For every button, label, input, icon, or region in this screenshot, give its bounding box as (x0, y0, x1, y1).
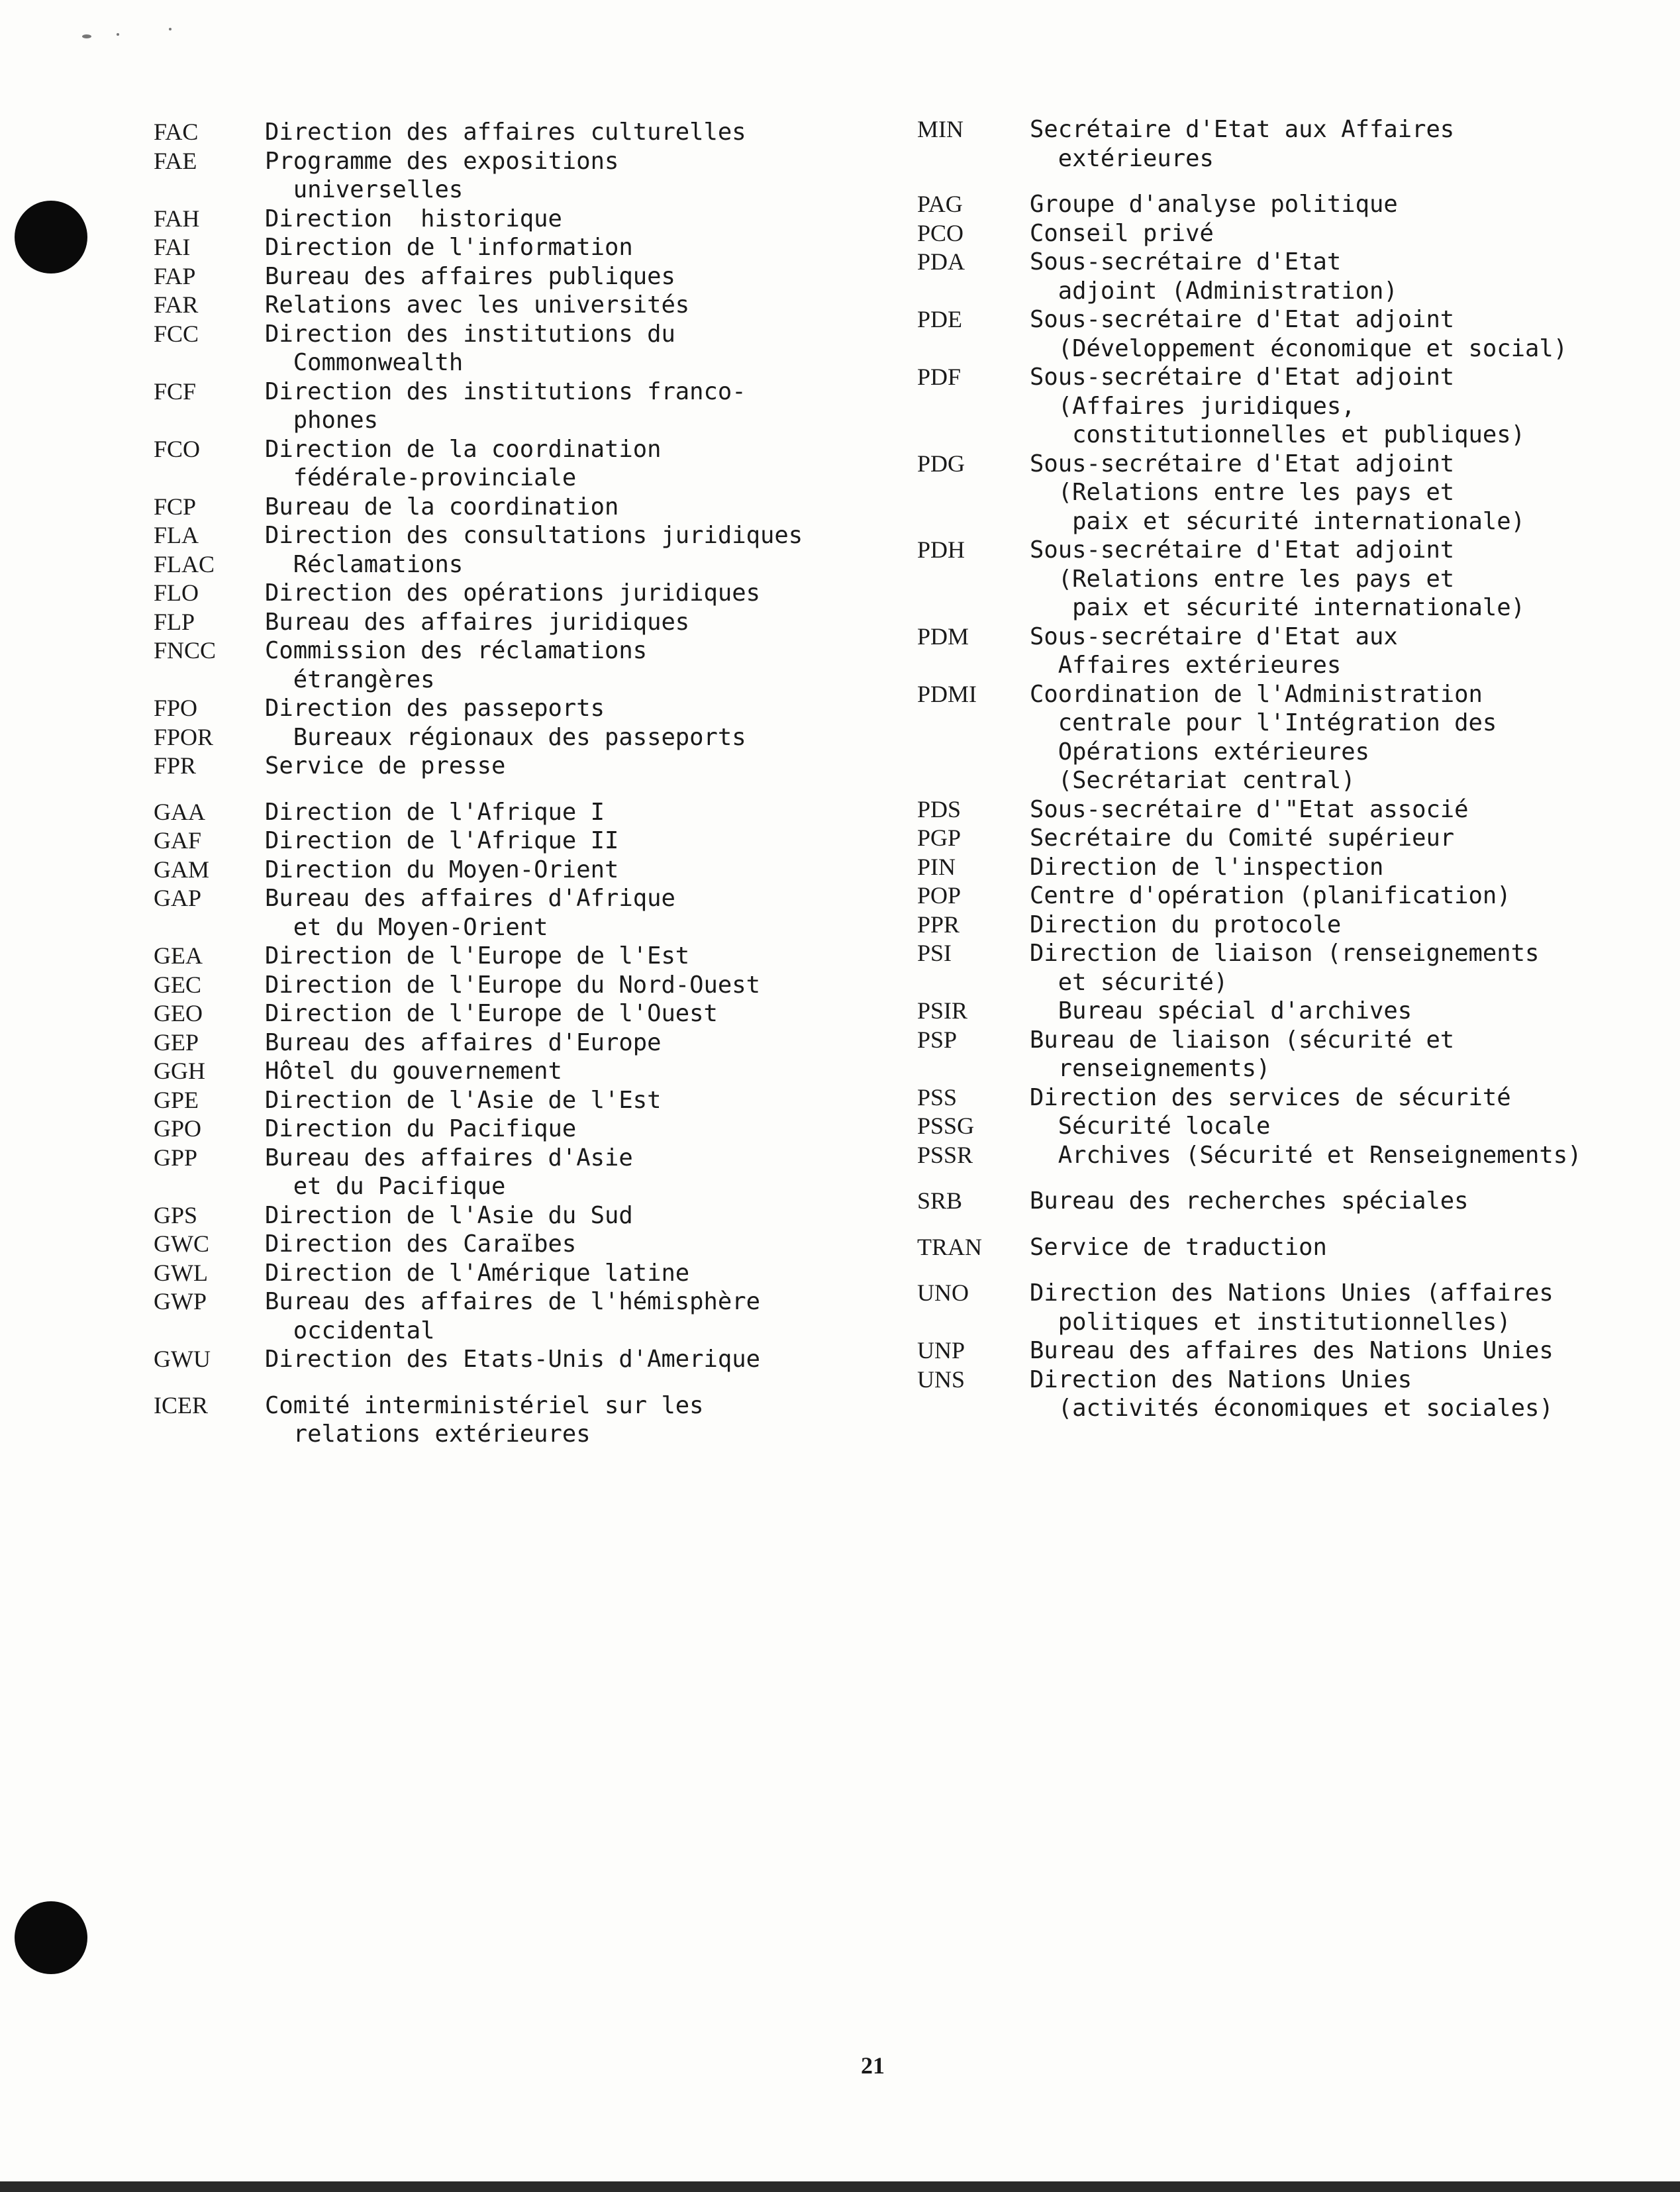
abbreviation-description (1030, 248, 1665, 305)
abbreviation-entry (917, 795, 1665, 824)
description-line: Direction des institutions du (265, 320, 675, 348)
description-line: Sous-secrétaire d'"Etat associé (1030, 795, 1469, 823)
abbreviation-code: GAM (154, 856, 210, 883)
abbreviation-code: PSI (917, 940, 952, 966)
description-line: Bureau des recherches spéciales (1030, 1187, 1469, 1215)
description-line: (Relations entre les pays et (1030, 565, 1455, 593)
description-line: paix et sécurité internationale) (1030, 594, 1526, 621)
abbreviation-entry (917, 363, 1665, 450)
abbreviation-description (1030, 1366, 1665, 1423)
description-line: constitutionnelles et publiques) (1030, 421, 1526, 448)
abbreviation-description (265, 694, 836, 723)
abbreviation-entry (154, 826, 836, 856)
abbreviation-code: PDG (917, 450, 965, 477)
abbreviation-description (265, 723, 836, 752)
abbreviation-code: GPO (154, 1115, 202, 1142)
abbreviation-description (1030, 939, 1665, 997)
description-line: Direction des Nations Unies (affaires (1030, 1279, 1554, 1307)
abbreviation-entry (154, 884, 836, 942)
abbreviation-entry (917, 248, 1665, 305)
abbreviation-entry (154, 118, 836, 147)
abbreviation-entry (154, 1391, 836, 1449)
abbreviation-description (265, 1287, 836, 1345)
abbreviation-entry (154, 1287, 836, 1345)
abbreviation-entry (154, 999, 836, 1028)
abbreviation-code: PSP (917, 1026, 958, 1053)
description-line: Bureau des affaires d'Asie (265, 1144, 633, 1171)
description-line: Direction des opérations juridiques (265, 579, 761, 607)
abbreviation-entry (917, 911, 1665, 940)
description-line: Archives (Sécurité et Renseignements) (1030, 1141, 1582, 1169)
abbreviation-description (1030, 363, 1665, 450)
abbreviation-code: PDH (917, 536, 965, 563)
description-line: (Relations entre les pays et (1030, 479, 1455, 506)
abbreviation-entry (917, 1083, 1665, 1113)
abbreviation-entry (917, 623, 1665, 680)
abbreviation-code: FPOR (154, 723, 214, 750)
abbreviation-code: PCO (917, 219, 964, 246)
description-line: phones (265, 407, 378, 434)
abbreviation-entry (154, 320, 836, 377)
abbreviation-code: PDF (917, 364, 962, 390)
section-gap (154, 1374, 836, 1391)
abbreviation-code: UNO (917, 1279, 969, 1306)
abbreviation-entry (917, 115, 1665, 173)
description-line: Affaires extérieures (1030, 652, 1342, 679)
description-line: Bureau de liaison (sécurité et (1030, 1026, 1455, 1054)
description-line: étrangères (265, 666, 435, 693)
abbreviation-code: FLP (154, 608, 195, 635)
abbreviation-code: FNCC (154, 637, 217, 664)
description-line: Direction de l'Afrique I (265, 798, 605, 826)
description-line: et du Pacifique (265, 1173, 506, 1200)
abbreviation-entry (917, 1279, 1665, 1336)
abbreviation-entry (917, 1112, 1665, 1141)
scan-speck (169, 28, 172, 30)
abbreviation-code: GEC (154, 971, 201, 998)
abbreviation-description (265, 999, 836, 1028)
abbreviation-code: GPS (154, 1201, 198, 1228)
abbreviation-code: FAI (154, 234, 191, 260)
abbreviation-description (265, 521, 836, 550)
abbreviation-description (265, 1259, 836, 1288)
abbreviation-description (265, 752, 836, 781)
abbreviation-code: PDMI (917, 680, 977, 707)
description-line: Direction des Nations Unies (1030, 1366, 1412, 1393)
abbreviation-entry (154, 1086, 836, 1115)
abbreviation-description (1030, 1279, 1665, 1336)
description-line: Bureau des affaires des Nations Unies (1030, 1337, 1554, 1364)
description-line: Relations avec les universités (265, 291, 690, 319)
abbreviation-entry (154, 942, 836, 971)
abbreviation-description (1030, 1083, 1665, 1113)
description-line: Conseil privé (1030, 219, 1214, 247)
description-line: Hôtel du gouvernement (265, 1058, 562, 1085)
description-line: fédérale-provinciale (265, 464, 577, 491)
description-line: politiques et institutionnelles) (1030, 1308, 1511, 1336)
abbreviation-code: FAE (154, 147, 197, 174)
abbreviation-entry (154, 579, 836, 608)
abbreviation-description (1030, 824, 1665, 853)
abbreviation-description (265, 884, 836, 942)
abbreviation-entry (154, 291, 836, 320)
description-line: Direction des institutions franco- (265, 377, 746, 405)
punch-hole-top (15, 201, 87, 274)
abbreviation-code: FAP (154, 262, 196, 289)
description-line: Bureau des affaires juridiques (265, 608, 690, 636)
description-line: (Développement économique et social) (1030, 334, 1568, 362)
abbreviation-code: FAH (154, 205, 200, 232)
description-line: Sous-secrétaire d'Etat (1030, 248, 1342, 275)
abbreviation-description (265, 636, 836, 694)
abbreviation-code: PDA (917, 248, 965, 275)
abbreviation-description (1030, 1112, 1665, 1141)
description-line: Bureau des affaires d'Afrique (265, 885, 675, 912)
description-line: Secrétaire du Comité supérieur (1030, 824, 1455, 852)
abbreviation-description (265, 608, 836, 637)
description-line: Service de presse (265, 752, 506, 779)
abbreviation-code: SRB (917, 1187, 963, 1214)
description-line: paix et sécurité internationale) (1030, 507, 1526, 535)
description-line: Direction de l'inspection (1030, 853, 1384, 881)
abbreviation-description (1030, 997, 1665, 1026)
abbreviation-code: PPR (917, 911, 960, 938)
abbreviation-entry (154, 608, 836, 637)
abbreviation-entry (917, 1233, 1665, 1262)
description-line: Comité interministériel sur les (265, 1391, 704, 1419)
abbreviation-entry (154, 798, 836, 827)
abbreviation-description (265, 798, 836, 827)
abbreviation-description (265, 435, 836, 493)
abbreviation-list-left (154, 118, 836, 1449)
abbreviation-entry (154, 752, 836, 781)
description-line: Direction du protocole (1030, 911, 1342, 938)
abbreviation-description (265, 320, 836, 377)
description-line: (Secrétariat central) (1030, 767, 1356, 794)
abbreviation-entry (154, 550, 836, 579)
abbreviation-entry (154, 1259, 836, 1288)
abbreviation-code: POP (917, 882, 962, 909)
abbreviation-entry (154, 723, 836, 752)
abbreviation-description (265, 377, 836, 435)
description-line: Secrétaire d'Etat aux Affaires (1030, 116, 1455, 143)
abbreviation-code: GAA (154, 798, 205, 825)
abbreviation-description (1030, 853, 1665, 882)
abbreviation-entry (154, 636, 836, 694)
abbreviation-description (1030, 795, 1665, 824)
description-line: Bureau de la coordination (265, 493, 619, 521)
abbreviation-entry (154, 1028, 836, 1058)
abbreviation-description (1030, 219, 1665, 248)
description-line: Bureaux régionaux des passeports (265, 723, 746, 751)
abbreviation-description (265, 1028, 836, 1058)
description-line: Bureau spécial d'archives (1030, 997, 1412, 1024)
abbreviation-description (1030, 1026, 1665, 1083)
abbreviation-code: PDM (917, 623, 969, 650)
description-line: Sous-secrétaire d'Etat aux (1030, 623, 1398, 650)
abbreviation-entry (154, 694, 836, 723)
abbreviation-code: FAR (154, 291, 199, 318)
abbreviation-entry (154, 147, 836, 205)
abbreviation-code: GGH (154, 1058, 205, 1084)
abbreviation-description (265, 1391, 836, 1449)
abbreviation-entry (154, 1144, 836, 1201)
description-line: universelles (265, 176, 464, 203)
abbreviation-code: FCF (154, 377, 197, 405)
abbreviation-code: GPE (154, 1086, 199, 1113)
abbreviation-entry (154, 233, 836, 262)
abbreviation-description (1030, 305, 1665, 363)
description-line: et du Moyen-Orient (265, 913, 548, 941)
description-line: Sous-secrétaire d'Etat adjoint (1030, 536, 1455, 564)
abbreviation-description (1030, 1336, 1665, 1366)
abbreviation-entry (154, 493, 836, 522)
abbreviation-description (265, 493, 836, 522)
abbreviation-list-right (917, 115, 1665, 1423)
section-gap (917, 1262, 1665, 1279)
abbreviation-description (1030, 450, 1665, 536)
abbreviation-entry (917, 219, 1665, 248)
abbreviation-entry (154, 377, 836, 435)
abbreviation-code: GAF (154, 827, 202, 854)
description-line: Centre d'opération (planification) (1030, 882, 1511, 909)
punch-hole-bottom (15, 1901, 87, 1974)
abbreviation-entry (154, 1201, 836, 1230)
abbreviation-description (265, 205, 836, 234)
abbreviation-code: PSIR (917, 997, 968, 1024)
description-line: Opérations extérieures (1030, 738, 1369, 766)
description-line: relations extérieures (265, 1420, 591, 1448)
abbreviation-entry (917, 536, 1665, 623)
abbreviation-entry (154, 856, 836, 885)
abbreviation-entry (154, 521, 836, 550)
scan-bottom-edge (0, 2181, 1680, 2192)
section-gap (917, 1216, 1665, 1233)
description-line: extérieures (1030, 144, 1214, 172)
abbreviation-code: GAP (154, 885, 202, 911)
abbreviation-code: FLA (154, 522, 199, 548)
abbreviation-description (265, 1230, 836, 1259)
abbreviation-code: PSS (917, 1083, 958, 1111)
abbreviation-entry (154, 1057, 836, 1086)
abbreviation-entry (154, 435, 836, 493)
abbreviation-entry (917, 1141, 1665, 1170)
abbreviation-description (265, 579, 836, 608)
abbreviation-description (265, 1201, 836, 1230)
abbreviation-description (265, 1086, 836, 1115)
description-line: Sous-secrétaire d'Etat adjoint (1030, 364, 1455, 391)
abbreviation-entry (154, 1115, 836, 1144)
abbreviation-description (265, 942, 836, 971)
description-line: Direction historique (265, 205, 562, 232)
abbreviation-code: FCO (154, 435, 201, 462)
abbreviation-description (265, 826, 836, 856)
abbreviation-description (1030, 623, 1665, 680)
abbreviation-description (265, 233, 836, 262)
description-line: Direction de la coordination (265, 435, 662, 463)
abbreviation-code: PAG (917, 191, 963, 217)
abbreviation-description (1030, 1233, 1665, 1262)
abbreviation-description (1030, 536, 1665, 623)
abbreviation-code: GWC (154, 1230, 209, 1257)
description-line: Service de traduction (1030, 1233, 1327, 1261)
abbreviation-description (1030, 190, 1665, 219)
description-line: Direction des Caraïbes (265, 1230, 577, 1258)
abbreviation-description (265, 118, 836, 147)
abbreviation-description (265, 1345, 836, 1374)
abbreviation-description (265, 1057, 836, 1086)
abbreviation-code: GWU (154, 1346, 211, 1372)
description-line: Direction du Moyen-Orient (265, 856, 619, 883)
abbreviation-entry (917, 450, 1665, 536)
description-line: Réclamations (265, 550, 464, 578)
abbreviation-description (265, 262, 836, 291)
description-line: Coordination de l'Administration (1030, 680, 1483, 708)
page-number: 21 (861, 2052, 885, 2079)
abbreviation-entry (917, 1366, 1665, 1423)
description-line: Bureau des affaires de l'hémisphère (265, 1288, 761, 1315)
abbreviation-code: PIN (917, 853, 956, 880)
abbreviation-code: PSSG (917, 1113, 975, 1139)
description-line: Direction de l'information (265, 234, 633, 261)
abbreviation-entry (154, 1345, 836, 1374)
description-line: Direction de l'Amérique latine (265, 1259, 690, 1287)
abbreviation-description (265, 1144, 836, 1201)
abbreviation-code: FLO (154, 579, 199, 606)
abbreviation-code: UNS (917, 1366, 965, 1393)
abbreviation-entry (154, 971, 836, 1000)
abbreviation-entry (917, 1336, 1665, 1366)
description-line: Direction des consultations juridiques (265, 522, 803, 549)
abbreviation-code: GWP (154, 1288, 207, 1315)
abbreviation-description (265, 971, 836, 1000)
description-line: Direction du Pacifique (265, 1115, 577, 1142)
abbreviation-code: GEO (154, 1000, 203, 1026)
abbreviation-code: GWL (154, 1259, 208, 1286)
description-line: Direction de l'Europe de l'Est (265, 942, 690, 970)
abbreviation-code: FCC (154, 320, 199, 347)
description-line: centrale pour l'Intégration des (1030, 709, 1497, 736)
description-line: adjoint (Administration) (1030, 277, 1398, 305)
abbreviation-code: GPP (154, 1144, 198, 1171)
abbreviation-code: PSSR (917, 1141, 973, 1168)
description-line: (Affaires juridiques, (1030, 392, 1356, 420)
description-line: Direction de l'Asie du Sud (265, 1201, 633, 1229)
abbreviation-code: FCP (154, 493, 197, 520)
abbreviation-description (1030, 115, 1665, 173)
abbreviation-code: GEP (154, 1028, 199, 1056)
description-line: Direction de l'Europe de l'Ouest (265, 1000, 718, 1027)
description-line: Direction des Etats-Unis d'Amerique (265, 1346, 761, 1373)
description-line: Bureau des affaires d'Europe (265, 1028, 662, 1056)
section-gap (917, 173, 1665, 190)
abbreviation-entry (154, 205, 836, 234)
abbreviation-description (1030, 881, 1665, 911)
abbreviation-code: TRAN (917, 1233, 982, 1260)
abbreviation-entry (917, 190, 1665, 219)
description-line: Direction de liaison (renseignements (1030, 940, 1540, 967)
abbreviation-description (265, 147, 836, 205)
abbreviation-entry (917, 997, 1665, 1026)
abbreviation-description (265, 291, 836, 320)
description-line: Bureau des affaires publiques (265, 262, 675, 290)
abbreviation-description (265, 550, 836, 579)
abbreviation-code: FLAC (154, 550, 215, 577)
abbreviation-code: ICER (154, 1391, 209, 1419)
abbreviation-code: GEA (154, 942, 203, 969)
section-gap (917, 1170, 1665, 1187)
abbreviation-description (1030, 680, 1665, 795)
description-line: Direction de l'Afrique II (265, 827, 619, 854)
description-line: Direction des passeports (265, 695, 605, 722)
section-gap (154, 781, 836, 798)
description-line: (activités économiques et sociales) (1030, 1395, 1554, 1422)
abbreviation-code: UNP (917, 1337, 965, 1364)
abbreviation-description (265, 856, 836, 885)
description-line: Direction des affaires culturelles (265, 119, 746, 146)
description-line: Direction de l'Europe du Nord-Ouest (265, 971, 761, 999)
description-line: Commission des réclamations (265, 637, 648, 664)
abbreviation-description (1030, 1187, 1665, 1216)
abbreviation-code: PDE (917, 306, 963, 332)
abbreviation-code: FAC (154, 119, 199, 145)
abbreviation-entry (917, 305, 1665, 363)
description-line: Direction des services de sécurité (1030, 1083, 1511, 1111)
abbreviation-description (1030, 911, 1665, 940)
abbreviation-entry (917, 853, 1665, 882)
abbreviation-code: FPO (154, 695, 198, 721)
description-line: renseignements) (1030, 1055, 1271, 1082)
abbreviation-entry (917, 1187, 1665, 1216)
abbreviation-entry (917, 881, 1665, 911)
abbreviation-code: PDS (917, 795, 962, 822)
description-line: Sous-secrétaire d'Etat adjoint (1030, 450, 1455, 477)
abbreviation-entry (917, 824, 1665, 853)
abbreviation-code: PGP (917, 824, 962, 851)
description-line: Sécurité locale (1030, 1113, 1271, 1140)
description-line: occidental (265, 1317, 435, 1344)
abbreviation-description (265, 1115, 836, 1144)
scan-speck (82, 34, 91, 38)
description-line: Groupe d'analyse politique (1030, 191, 1398, 218)
description-line: Direction de l'Asie de l'Est (265, 1086, 662, 1114)
description-line: Sous-secrétaire d'Etat adjoint (1030, 306, 1455, 333)
abbreviation-code: FPR (154, 752, 197, 779)
description-line: et sécurité) (1030, 968, 1228, 996)
abbreviation-description (1030, 1141, 1665, 1170)
scan-speck (117, 33, 119, 36)
abbreviation-entry (154, 1230, 836, 1259)
abbreviation-entry (154, 262, 836, 291)
abbreviation-entry (917, 680, 1665, 795)
description-line: Commonwealth (265, 349, 464, 376)
description-line: Programme des expositions (265, 147, 619, 175)
abbreviation-code: MIN (917, 116, 964, 142)
abbreviation-entry (917, 1026, 1665, 1083)
abbreviation-entry (917, 939, 1665, 997)
